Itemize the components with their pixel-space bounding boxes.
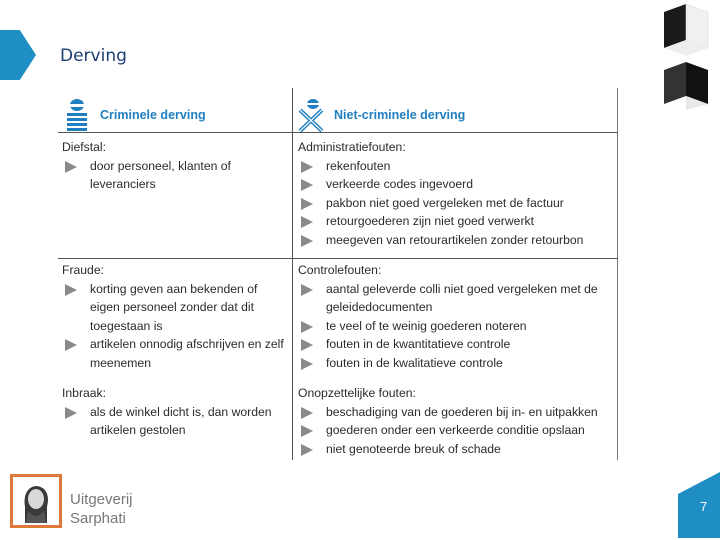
bullet-triangle-icon [65,339,77,351]
bullet-triangle-icon [301,161,313,173]
list-item: beschadiging van de goederen bij in- en uitpakken [298,403,616,422]
bullet-triangle-icon [65,284,77,296]
left-column-header [64,98,206,132]
row-divider [58,258,618,259]
author-portrait-logo [10,474,62,528]
bullet-triangle-icon [301,358,313,370]
column-divider [292,88,293,460]
category-heading: Fraude: [62,263,105,277]
error-x-icon [298,98,324,132]
category-administratiefouten [298,138,616,249]
publisher-brand [70,490,133,528]
decorative-cubes-icon [660,0,720,110]
list-item: artikelen onnodig afschrijven en zelf meenemen [62,335,287,372]
list-item: pakbon niet goed vergeleken met de factuur [298,194,616,213]
list-item: verkeerde codes ingevoerd [298,175,616,194]
bullet-triangle-icon [65,161,77,173]
category-diefstal [62,138,287,194]
list-item: korting geven aan bekenden of eigen personeel zonder dat dit toegestaan is [62,280,287,336]
list-item: aantal geleverde colli niet goed vergeleken met de geleidedocumenten [298,280,616,317]
category-heading: Administratiefouten: [298,140,406,154]
bullet-triangle-icon [301,425,313,437]
bullet-triangle-icon [301,407,313,419]
brand-line-1: Uitgeverij [70,491,133,508]
bullet-triangle-icon [301,339,313,351]
list-item: rekenfouten [298,157,616,176]
category-controlefouten [298,261,616,372]
category-heading: Inbraak: [62,386,107,400]
list-item: niet genoteerde breuk of schade [298,440,616,459]
bullet-triangle-icon [301,444,313,456]
list-item: fouten in de kwalitatieve controle [298,354,616,373]
table-right-border [617,88,618,460]
brand-line-2: Sarphati [70,510,126,527]
category-onopzettelijke-fouten [298,384,616,458]
bullet-triangle-icon [301,216,313,228]
page-number: 7 [700,499,708,514]
right-column-header [298,98,465,132]
thief-icon [64,98,90,132]
list-item: te veel of te weinig goederen noteren [298,317,616,336]
page-title: Derving [60,46,127,66]
list-item: goederen onder een verkeerde conditie opslaan [298,421,616,440]
accent-tab [0,30,36,80]
list-item: retourgoederen zijn niet goed verwerkt [298,212,616,231]
list-item: fouten in de kwantitatieve controle [298,335,616,354]
category-inbraak [62,384,287,440]
category-heading: Onopzettelijke fouten: [298,386,416,400]
bullet-triangle-icon [301,284,313,296]
bullet-triangle-icon [301,198,313,210]
derving-table [58,88,618,460]
category-heading: Controlefouten: [298,263,382,277]
bullet-triangle-icon [301,235,313,247]
page-number-badge [672,472,720,538]
category-fraude [62,261,287,372]
left-header-label: Criminele derving [100,108,206,122]
bullet-triangle-icon [301,179,313,191]
category-heading: Diefstal: [62,140,107,154]
header-divider [58,132,618,133]
right-header-label: Niet-criminele derving [334,108,466,122]
bullet-triangle-icon [301,321,313,333]
list-item: meegeven van retourartikelen zonder retourbon [298,231,616,250]
bullet-triangle-icon [65,407,77,419]
list-item: door personeel, klanten of leveranciers [62,157,287,194]
list-item: als de winkel dicht is, dan worden artikelen gestolen [62,403,287,440]
portrait-icon [13,477,59,525]
